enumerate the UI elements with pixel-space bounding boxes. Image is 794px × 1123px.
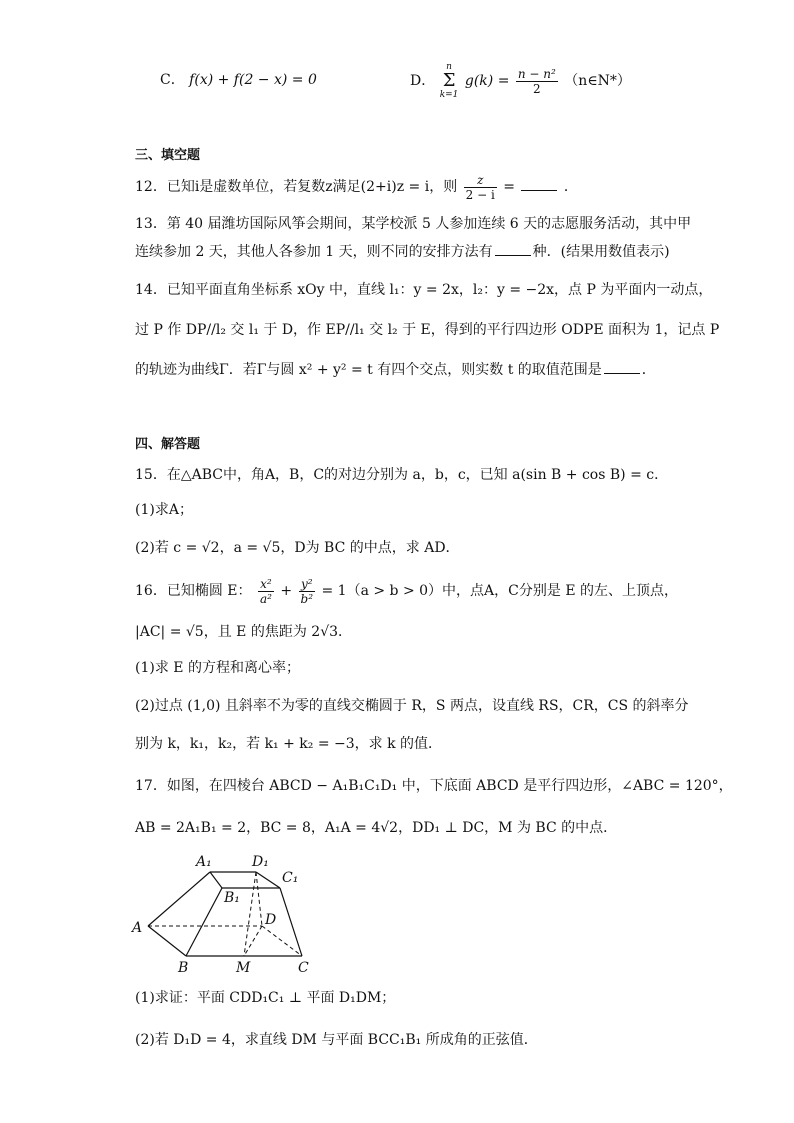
edge-c1-c [280, 888, 302, 956]
label-c1: C₁ [282, 870, 299, 886]
question-15-line1: 15．在△ABC中，角A，B，C的对边分别为 a，b，c，已知 a(sin B + cos B) = c． [135, 467, 669, 483]
option-c [160, 70, 317, 90]
edge-d1-c1 [256, 872, 280, 888]
option-d-condition: （n∈N*） [564, 73, 631, 89]
option-d-fraction: $\frac{\text{n − n²}}{2}$ [517, 66, 556, 96]
answer-blank [604, 361, 640, 374]
frustum-figure [128, 848, 318, 976]
question-17-part2: (2)若 D₁D = 4，求直线 DM 与平面 BCC₁B₁ 所成角的正弦值． [135, 1032, 538, 1048]
answer-blank [495, 243, 531, 256]
question-16-line1: 16．已知椭圆 E： $\frac{\text{x²}}{\text{a²}}$ + $\frac{\text{y²}}{\text{b²}}$ = 1（a > b > 0）中，点A，C分别是 E 的左、上顶点， [135, 576, 679, 606]
section-title-answer: 四、解答题 [135, 437, 201, 452]
question-13-line2: 连续参加 2 天，其他人各参加 1 天，则不同的安排方法有 种．(结果用数值表示) [135, 244, 670, 260]
question-17-line2: AB = 2A₁B₁ = 2，BC = 8，A₁A = 4√2，DD₁ ⊥ DC，M 为 BC 的中点． [135, 820, 618, 836]
question-16-part2b: 别为 k，k₁，k₂，若 k₁ + k₂ = −3，求 k 的值． [135, 736, 443, 752]
section-title-fill-in: 三、填空题 [135, 148, 201, 163]
label-d: D [265, 912, 277, 928]
edge-d1-m-hidden [244, 872, 256, 956]
edge-d-c-hidden [262, 926, 302, 956]
option-c-expr: f(x) + f(2 − x) = 0 [189, 72, 317, 88]
edge-a1-b1 [210, 872, 222, 888]
edge-d-m-hidden [244, 926, 262, 956]
question-14-line2: 过 P 作 DP//l₂ 交 l₁ 于 D，作 EP//l₁ 交 l₂ 于 E，得到的平行四边形 ODPE 面积为 1，记点 P [135, 322, 720, 338]
edge-a-b [148, 926, 186, 956]
option-d [410, 62, 631, 100]
question-14-line1: 14．已知平面直角坐标系 xOy 中，直线 l₁：y = 2x，l₂：y = −2x，点 P 为平面内一动点， [135, 282, 713, 298]
edge-d1-d-hidden [256, 872, 262, 926]
q16-frac-x: $\frac{\text{x²}}{\text{a²}}$ [259, 576, 272, 606]
label-d1: D₁ [252, 854, 269, 870]
question-14-line3: 的轨迹为曲线Γ．若Γ与圆 x² + y² = t 有四个交点，则实数 t 的取值范围是 ． [135, 362, 656, 378]
edge-a-a1 [148, 872, 210, 926]
q12-fraction: $\frac{z}{2 - i}$ [465, 172, 495, 202]
question-16-part2a: (2)过点 (1,0) 且斜率不为零的直线交椭圆于 R，S 两点，设直线 RS，CR，CS 的斜率分 [135, 698, 689, 714]
option-d-label: D． [410, 73, 436, 89]
label-c: C [298, 960, 309, 976]
q16-frac-y: $\frac{\text{y²}}{\text{b²}}$ [300, 576, 314, 606]
q12-text: 12．已知i是虚数单位，若复数z满足(2+i)z = i，则 [135, 179, 458, 195]
question-16-part1: (1)求 E 的方程和离心率； [135, 660, 300, 676]
question-15-part2: (2)若 c = √2，a = √5，D为 BC 的中点，求 AD． [135, 540, 460, 556]
question-17-part1: (1)求证：平面 CDD₁C₁ ⊥ 平面 D₁DM； [135, 990, 396, 1006]
label-b1: B₁ [224, 890, 240, 906]
question-12: 12．已知i是虚数单位，若复数z满足(2+i)z = i，则 $\frac{z}{2 - i}$ = ． [135, 172, 578, 202]
question-15-part1: (1)求A； [135, 502, 193, 518]
question-17-line1: 17．如图，在四棱台 ABCD − A₁B₁C₁D₁ 中，下底面 ABCD 是平行四边形，∠ABC = 120°， [135, 778, 733, 794]
label-a: A [132, 920, 143, 936]
label-b: B [178, 960, 189, 976]
sum-term: g(k) = [464, 73, 510, 89]
label-m: M [236, 960, 251, 976]
question-16-line2: |AC| = √5，且 E 的焦距为 2√3． [135, 624, 353, 640]
label-a1: A₁ [196, 854, 212, 870]
edge-b1-b [186, 888, 222, 956]
question-13-line1: 13．第 40 届潍坊国际风筝会期间，某学校派 5 人参加连续 6 天的志愿服务活动，其中甲 [135, 216, 692, 232]
answer-blank [521, 178, 557, 191]
option-c-label: C． [160, 72, 185, 88]
sum-symbol: n Σ k=1 [439, 62, 459, 100]
